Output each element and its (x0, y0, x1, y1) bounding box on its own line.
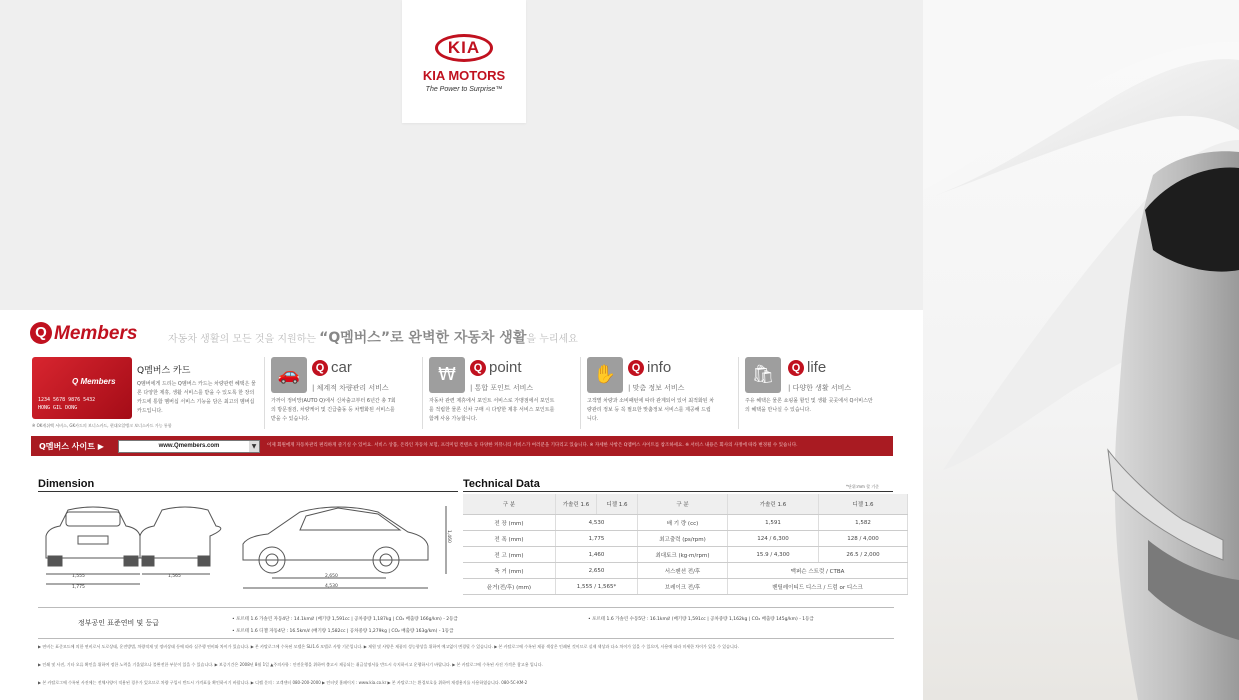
logo-kia-text: KIA (447, 38, 481, 57)
service-info-desc: 고객별 차량과 소비패턴에 따라 관계되어 있어 최적화된 차량관리 정보 등 꼭 필요한 맞춤정보 서비스를 제공해 드립니다. (587, 398, 715, 422)
table-row (463, 579, 908, 595)
table-cell: 전 폭 (mm) (463, 531, 556, 547)
table-row (463, 531, 908, 547)
fuel-line: • 포르테 1.6 디젤 자동4단 : 16.5km/ℓ (배기량 1,582cc | 공차중량 1,279kg | CO₂ 배출량 163g/km) - 1등급 (232, 629, 454, 634)
dim-width: 1,775 (72, 585, 85, 590)
divider (422, 357, 423, 429)
rear-view-outline (140, 507, 221, 558)
car-photo (923, 0, 1239, 700)
table-cell: 4,530 (556, 515, 638, 531)
person-info-icon: ✋ (587, 357, 623, 393)
service-info-name: info (647, 359, 672, 376)
table-cell: 브레이크 전/후 (638, 579, 728, 595)
fuel-bottom-rule (38, 638, 894, 639)
table-cell: 2,650 (556, 563, 638, 579)
tagline-post: 을 누리세요 (526, 334, 578, 345)
table-cell: 전 고 (mm) (463, 547, 556, 563)
service-point-name: point (489, 359, 522, 376)
technical-table (463, 494, 908, 595)
card-holder: HONG GIL DONG (38, 405, 78, 411)
fine-print: ▶ 연비는 표준모드에 의한 연비로서 도로상태, 운전방법, 차량적재 및 정비상태 등에 따라 실주행 연비와 차이가 있습니다. ▶ 본 카탈로그에 수록된 모델은 SLI1.6 모델로 사양 기준입니다. ▶ 제원 및 사양은 제품의 성능향상을 위하여 예고없이 변경될 수 있습니다. ▶ 본 카탈로그에 수록된 제품 색상은 인쇄된 것이므로 실제 색상과 다소 차이가 있을 수 있으며, 사용에 따라 미세한 차이가 있을 수 있습니다. (38, 644, 740, 649)
table-cell: 1,460 (556, 547, 638, 563)
kia-logo[interactable] (402, 0, 526, 123)
card-number: 1234 5678 9876 5432 (38, 397, 96, 403)
service-life-sub: | 다양한 생활 서비스 (788, 384, 852, 392)
service-point-sub: | 통합 포인트 서비스 (470, 384, 534, 392)
table-cell: 26.5 / 2,000 (819, 547, 908, 563)
service-car-name: car (331, 359, 352, 376)
table-cell: 124 / 6,300 (728, 531, 819, 547)
divider (580, 357, 581, 429)
card-desc: Q멤버에게 드리는 Q멤버스 카드는 차량관련 혜택은 물론 다양한 제휴, 생활 서비스를 받을 수 있도록 한 장의 카드에 통합 멤버십 서비스 기능을 담은 최고의 멤버십 카드입니다. (137, 381, 256, 414)
money-bag-icon: ₩ (429, 357, 465, 393)
table-cell: 15.9 / 4,300 (728, 547, 819, 563)
technical-unit-note: *단위:mm 할 기준 (846, 484, 880, 489)
tagline-bold: “Q멤버스”로 완벽한 자동차 생활 (319, 330, 527, 346)
table-cell: 최고출력 (ps/rpm) (638, 531, 728, 547)
table-header-cell: 구 분 (463, 494, 556, 515)
table-cell: 1,582 (819, 515, 908, 531)
side-view-outline (243, 507, 428, 560)
site-bar-label: Q멤버스 사이트 ▶ (39, 442, 104, 451)
covered-car-illustration (923, 0, 1239, 700)
logo-brand-name: KIA MOTORS (422, 68, 506, 83)
table-cell: 서스펜션 전/후 (638, 563, 728, 579)
q-logo-icon: Q (312, 360, 328, 376)
fuel-line: • 포르테 1.6 가솔린 수동5단 : 16.1km/ℓ (배기량 1,591cc | 공차중량 1,162kg | CO₂ 배출량 145g/km) - 1등급 (588, 617, 814, 622)
table-cell: 128 / 4,000 (819, 531, 908, 547)
table-cell: 배 기 량 (cc) (638, 515, 728, 531)
table-row (463, 515, 908, 531)
qmembers-site-bar (31, 436, 893, 456)
site-url-select[interactable] (118, 440, 260, 453)
fuel-title: 정부공인 표준연비 및 등급 (78, 619, 160, 627)
dim-height: 1,460 (446, 530, 451, 543)
qmembers-tagline (168, 327, 578, 347)
table-row (463, 547, 908, 563)
table-cell: 1,591 (728, 515, 819, 531)
front-view-outline (46, 507, 140, 558)
front-view-grille (78, 536, 108, 544)
table-header-cell: 가솔린 1.6 (556, 494, 597, 515)
dim-tread-rear: 1,565 (168, 574, 181, 579)
dim-wheelbase: 2,650 (325, 574, 338, 579)
car-dimension-drawings (38, 498, 458, 598)
technical-underline (463, 491, 893, 492)
fuel-line: • 포르테 1.6 가솔린 자동4단 : 14.1km/ℓ (배기량 1,591cc | 공차중량 1,187kg | CO₂ 배출량 166g/km) - 2등급 (232, 617, 458, 622)
shopping-bag-icon: 🛍 (745, 357, 781, 393)
service-car-sub: | 체계적 차량관리 서비스 (312, 384, 389, 392)
service-life-desc: 주유 혜택은 물론 쇼핑몰 할인 및 생활 곳곳에서 Q서비스만의 혜택을 만나실 수 있습니다. (745, 398, 873, 413)
service-life-name: life (807, 359, 827, 376)
service-car-desc: 가까이 정비망(AUTO Q)에서 신차출고부터 6년간 총 7회의 방문점검, 차량케어 및 긴급출동 등 차별화된 서비스를 받을 수 있습니다. (271, 398, 396, 422)
fine-print: ▶ 인쇄 및 사진, 기타 오류 확인을 위하여 정한 노력을 기울였으나 불완전한 부분이 있을 수 있습니다. ▶ 보증기간은 2008년 8월 1일 ▲주의사항 : 안전운행을 위하여 출고시 제공되는 취급설명서를 반드시 숙지하시고 운행하시기 바랍니다. ▶ 본 카탈로그에 수록된 사진 가격은 참고용 입니다. (38, 662, 543, 667)
site-bar-text: 이제 회원에게 자동차관리 편리하게 즐기실 수 있어요. 서비스 상품, 온라인 자동차 보험, 프리미엄 컨텐츠 등 다양한 커뮤니티 서비스가 여러분을 기다리고 있습니다. ※ 자세한 사항은 Q멤버스 사이트를 참조하세요. ※ 서비스 내용은 회사의 사정에 따라 변경될 수 있습니다. (267, 443, 798, 448)
table-row (463, 563, 908, 579)
table-header-cell: 가솔린 1.6 (728, 494, 819, 515)
logo-tagline: The Power to Surprise™ (425, 86, 503, 93)
fine-print: ▶ 본 카탈로그에 수록된 사진에는 전체사양이 적용된 경우가 있으므로 차량 구입시 반드시 가격표를 확인하시기 바랍니다. ▶ 디젤 문의 : 고객센터 080-200-2000 ▶ 인터넷 홈페이지 : www.kia.co.kr ▶ 본 카탈로그는 환경보호를 위하여 재생용지를 사용하였습니다. 080-5C-KM-2 (38, 680, 528, 685)
qmembers-card-image (32, 357, 132, 419)
qmembers-logo-word: Members (54, 323, 138, 344)
table-cell: 축 거 (mm) (463, 563, 556, 579)
dimension-underline (38, 491, 458, 492)
dimension-title: Dimension (38, 478, 95, 490)
q-logo-icon: Q (788, 360, 804, 376)
q-logo-icon: Q (628, 360, 644, 376)
table-cell: 1,555 / 1,565* (556, 579, 638, 595)
table-cell: 윤거(전/후) (mm) (463, 579, 556, 595)
header-area (0, 0, 923, 310)
table-header-cell: 구 분 (638, 494, 728, 515)
table-cell: 맥퍼슨 스트럿 / CTBA (728, 563, 908, 579)
site-url-value: www.Qmembers.com (158, 443, 220, 449)
service-info-sub: | 맞춤 정보 서비스 (628, 384, 685, 392)
card-title: Q멤버스 카드 (137, 366, 191, 376)
table-cell: 전 장 (mm) (463, 515, 556, 531)
technical-title: Technical Data (463, 478, 540, 490)
table-cell: 벤틸레이티드 디스크 / 드럼 or 디스크 (728, 579, 908, 595)
car-icon: 🚗 (271, 357, 307, 393)
table-header-cell: 디젤 1.6 (819, 494, 908, 515)
table-header-row (463, 494, 908, 515)
front-view-window (66, 512, 120, 526)
divider (264, 357, 265, 429)
q-logo-icon: Q (470, 360, 486, 376)
card-brand: Q Members (72, 377, 116, 386)
dim-length: 4,530 (325, 584, 338, 589)
tagline-pre: 자동차 생활의 모든 것을 지원하는 (168, 334, 320, 345)
dim-tread-front: 1,555 (72, 574, 85, 579)
chevron-down-icon[interactable]: ▼ (249, 441, 259, 452)
table-header-cell: 디젤 1.6 (597, 494, 638, 515)
card-note: ※ OK캐쉬백 서비스, GK카드의 보너스카드, 현대오일뱅크 보너스카드 가능 통합 (32, 423, 172, 428)
q-logo-icon: Q (30, 322, 52, 344)
table-cell: 1,775 (556, 531, 638, 547)
fuel-top-rule (38, 607, 894, 608)
service-point-desc: 자동차 관련 제휴에서 포인트 서비스로 가맹점에서 포인트를 적립한 물론 신차 구매 시 다양한 제휴 서비스 포인트를 함께 사용 가능합니다. (429, 398, 555, 422)
divider (738, 357, 739, 429)
spec-section (0, 470, 923, 700)
table-cell: 최대토크 (kg·m/rpm) (638, 547, 728, 563)
qmembers-section (0, 310, 923, 470)
